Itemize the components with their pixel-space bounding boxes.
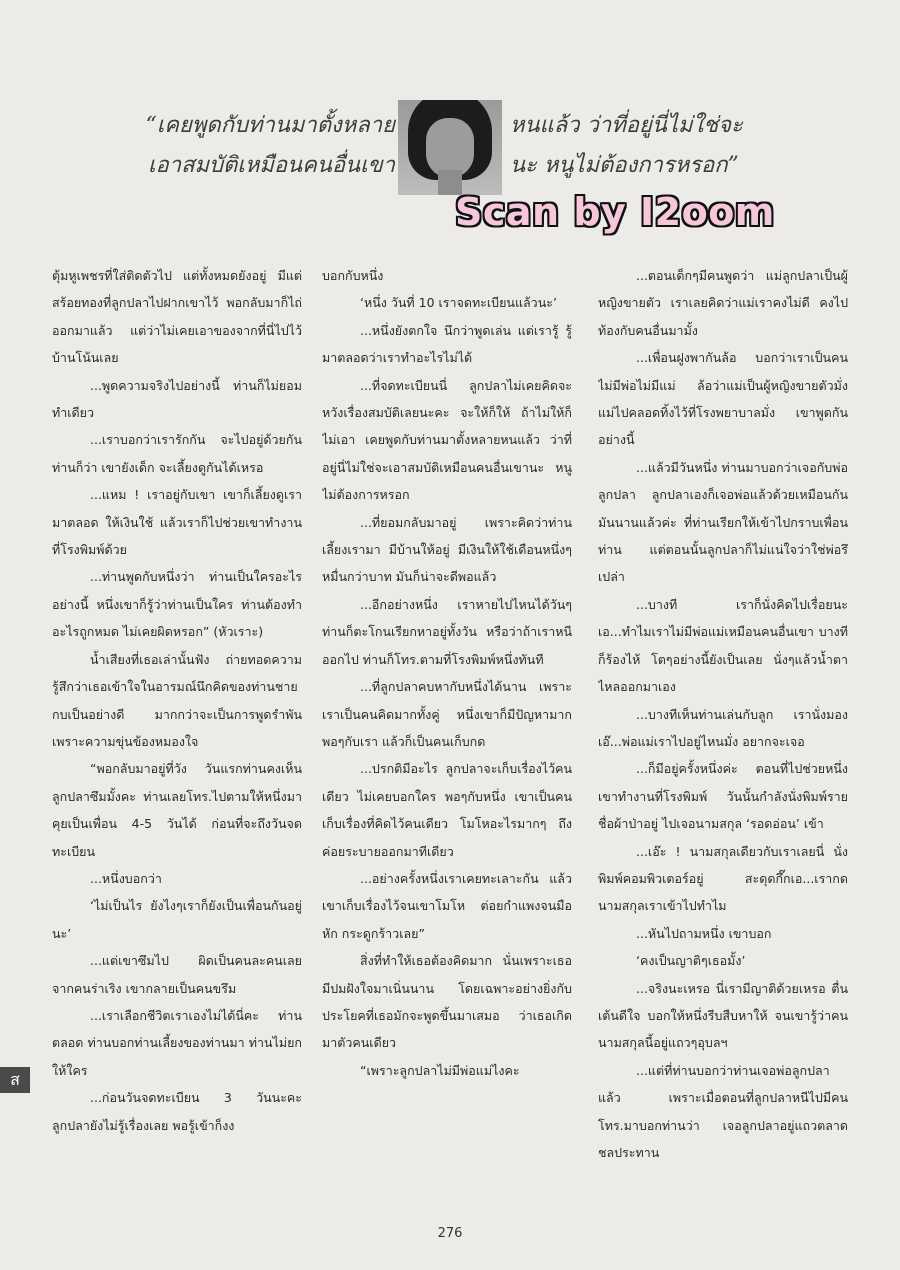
paragraph: ...จริงนะเหรอ นี่เรามีญาติด้วยเหรอ ตื่นเต้นดีใจ บอกให้หนึ่งรีบสืบหาให้ จนเขารู้ว่าคนนามสกุลนี้อยู่แถวๆอุบลฯ (598, 980, 848, 1051)
paragraph: ...แหม ! เราอยู่กับเขา เขาก็เลี้ยงดูเรามาตลอด ให้เงินใช้ แล้วเราก็ไปช่วยเขาทำงานที่โรงพิมพ์ด้วย (52, 487, 302, 558)
paragraph: ตุ้มหูเพชรที่ใส่ติดตัวไป แต่ทั้งหมดยังอยู่ มีแต่สร้อยทองที่ลูกปลาไปฝากเขาไว้ พอกลับมาก็ไถ่ออกมาแล้ว แต่ว่าไม่เคยเอาของจากที่นี่ไปไว้บ้านโน้นเลย (52, 268, 302, 366)
paragraph: ‘หนึ่ง วันที่ 10 เราจดทะเบียนแล้วนะ’ (360, 295, 557, 311)
paragraph: บอกกับหนึ่ง (322, 268, 384, 283)
paragraph: ‘คงเป็นญาติๆเธอมั้ง’ (636, 953, 746, 969)
article-column-1 (52, 262, 302, 1212)
paragraph: ...ที่ลูกปลาคบหากับหนึ่งได้นาน เพราะเราเป็นคนคิดมากทั้งคู่ หนึ่งเขาก็มีปัญหามากพอๆกับเรา แล้วก็เป็นคนเก็บกด (322, 679, 572, 749)
article-column-2 (322, 262, 572, 1212)
paragraph: น้ำเสียงที่เธอเล่านั้นฟัง ถ่ายทอดความรู้สึกว่าเธอเข้าใจในอารมณ์นึกคิดของท่านชายกบเป็นอย่างดี มากกว่าจะเป็นการพูดรำพันเพราะความขุ่นข้องหมองใจ (52, 651, 302, 749)
paragraph: ...พูดความจริงไปอย่างนี้ ท่านก็ไม่ยอมทำเดียว (52, 377, 302, 421)
pull-quote-left-line-1: “เคยพูดกับท่านมาตั้งหลาย (145, 113, 395, 138)
paragraph: ...ที่จดทะเบียนนี่ ลูกปลาไม่เคยคิดจะหวังเรื่องสมบัติเลยนะคะ จะให้ก็ให้ ถ้าไม่ให้ก็ไม่เอา เคยพูดกับท่านมาตั้งหลายหนแล้ว ว่าที่อยู่นี่ไม่ใช่จะเอาสมบัติเหมือนคนอื่นเขานะ หนูไม่ต้องการหรอก (322, 377, 572, 503)
pull-quote-left (146, 106, 395, 186)
paragraph: ...หนึ่งบอกว่า (90, 870, 162, 886)
paragraph: ...เราบอกว่าเรารักกัน จะไปอยู่ด้วยกัน ท่านก็ว่า เขายังเด็ก จะเลี้ยงดูกันได้เหรอ (52, 432, 302, 475)
pull-quote-right-line-1: หนแล้ว ว่าที่อยู่นี่ไม่ใช่จะ (510, 113, 743, 138)
pull-quote-right (510, 106, 743, 186)
pull-quote-right-line-2: นะ หนูไม่ต้องการหรอก” (510, 153, 739, 178)
paragraph: ...ตอนเด็กๆมีคนพูดว่า แม่ลูกปลาเป็นผู้หญิงขายตัว เราเลยคิดว่าแม่เราคงไม่ดี คงไปท้องกับคนอื่นมามั้ง (598, 268, 848, 338)
paragraph: ...แต่เขาซึมไป ผิดเป็นคนละคนเลย จากคนร่าเริง เขากลายเป็นคนขรึม (52, 953, 302, 996)
paragraph: ...ก่อนวันจดทะเบียน 3 วันนะคะ ลูกปลายังไม่รู้เรื่องเลย พอรู้เข้าก็งง (52, 1090, 302, 1133)
paragraph: ...เพื่อนฝูงพากันล้อ บอกว่าเราเป็นคนไม่มีพ่อไม่มีแม่ ล้อว่าแม่เป็นผู้หญิงขายตัวมั่ง แม่ไปคลอดทิ้งไว้ที่โรงพยาบาลมั่ง เขาพูดกันอย่างนี้ (598, 350, 848, 448)
paragraph: ...บางทีเห็นท่านเล่นกับลูก เรานั่งมอง เอ๊...พ่อแม่เราไปอยู่ไหนมั่ง อยากจะเจอ (598, 706, 848, 749)
page-number: 276 (437, 1226, 463, 1241)
paragraph: ...บางที เราก็นั่งคิดไปเรื่อยนะ เอ...ทำไมเราไม่มีพ่อแม่เหมือนคนอื่นเขา บางทีก็ร้องไห้ โตๆอย่างนี้ยังเป็นเลย นั่งๆแล้วน้ำตาไหลออกมาเอง (598, 596, 848, 695)
paragraph: ...หันไปถามหนึ่ง เขาบอก (636, 925, 772, 941)
paragraph: ...ปรกติมีอะไร ลูกปลาจะเก็บเรื่องไว้คนเดียว ไม่เคยบอกใคร พอๆกับหนึ่ง เขาเป็นคนเก็บเรื่องที่คิดไว้คนเดียว โมโหอะไรมากๆ ถึงค่อยระบายออกมาทีเดียว (322, 761, 572, 859)
section-tab: ส (0, 1067, 30, 1093)
scan-watermark: Scan by I2oom (455, 190, 775, 234)
paragraph: ...อีกอย่างหนึ่ง เราหายไปไหนได้วันๆท่านก็ตะโกนเรียกหาอยู่ทั้งวัน หรือว่าถ้าเราหนีออกไป ท่านก็โทร.ตามที่โรงพิมพ์หนึ่งทันที (322, 596, 572, 667)
paragraph: ...เราเลือกชีวิตเราเองไม่ได้นี่คะ ท่านตลอด ท่านบอกท่านเลี้ยงของท่านมา ท่านไม่ยกให้ใคร (52, 1007, 302, 1078)
paragraph: ...หนึ่งยังตกใจ นึกว่าพูดเล่น แต่เรารู้ รู้มาตลอดว่าเราทำอะไรไม่ได้ (322, 322, 572, 366)
paragraph: ...ท่านพูดกับหนึ่งว่า ท่านเป็นใครอะไรอย่างนี้ หนึ่งเขาก็รู้ว่าท่านเป็นใคร ท่านต้องทำอะไรถูกหมด ไม่เคยผิดหรอก” (หัวเราะ) (52, 569, 302, 640)
paragraph: สิ่งที่ทำให้เธอต้องคิดมาก นั่นเพราะเธอมีปมฝังใจมาเนิ่นนาน โดยเฉพาะอย่างยิ่งกับประโยคที่เธอมักจะพูดขึ้นมาเสมอ ว่าเธอเกิดมาตัวคนเดียว (322, 953, 572, 1051)
article-column-3 (598, 262, 848, 1212)
paragraph: ...เอ๊ะ ! นามสกุลเดียวกับเราเลยนี่ นั่งพิมพ์คอมพิวเตอร์อยู่ สะดุดกึ๊กเอ...เรากดนามสกุลเราเข้าไปทำไม (598, 843, 848, 914)
paragraph: ...อย่างครั้งหนึ่งเราเคยทะเลาะกัน แล้วเขาเก็บเรื่องไว้จนเขาโมโห ต่อยกำแพงจนมือหัก กระดูกร้าวเลย” (322, 870, 572, 941)
paragraph: ...ที่ยอมกลับมาอยู่ เพราะคิดว่าท่านเลี้ยงเรามา มีบ้านให้อยู่ มีเงินให้ใช้เดือนหนึ่งๆหมื่นกว่าบาท มันก็น่าจะดีพอแล้ว (322, 514, 572, 585)
paragraph: “พอกลับมาอยู่ที่วัง วันแรกท่านคงเห็นลูกปลาซึมมั้งคะ ท่านเลยโทร.ไปตามให้หนึ่งมาคุยเป็นเพื่อน 4-5 วันได้ ก่อนที่จะถึงวันจดทะเบียน (52, 761, 302, 859)
pull-quote-left-line-2: เอาสมบัติเหมือนคนอื่นเขา (148, 153, 395, 178)
paragraph: ...ก็มีอยู่ครั้งหนึ่งค่ะ ตอนที่ไปช่วยหนึ่งเขาทำงานที่โรงพิมพ์ วันนั้นกำลังนั่งพิมพ์รายชื่อผ้าป่าอยู่ ไปเจอนามสกุล ‘รอดอ่อน’ เข้า (598, 761, 848, 832)
paragraph: ...แล้วมีวันหนึ่ง ท่านมาบอกว่าเจอกับพ่อลูกปลา ลูกปลาเองก็เจอพ่อแล้วด้วยเหมือนกัน มันนานแล้วค่ะ ที่ท่านเรียกให้เข้าไปกราบเพื่อนท่าน แต่ตอนนั้นลูกปลาก็ไม่แน่ใจว่าใช่พ่อรึเปล่า (598, 459, 848, 585)
portrait-photo (398, 100, 502, 195)
paragraph: ‘ไม่เป็นไร ยังไงๆเราก็ยังเป็นเพื่อนกันอยู่นะ’ (52, 898, 302, 941)
paragraph: “เพราะลูกปลาไม่มีพ่อแม่ไงคะ (360, 1062, 520, 1078)
portrait-face (426, 118, 474, 178)
paragraph: ...แต่ที่ท่านบอกว่าท่านเจอพ่อลูกปลาแล้ว เพราะเมื่อตอนที่ลูกปลาหนีไปมีคนโทร.มาบอกท่านว่า เจอลูกปลาอยู่แถวตลาดชลประทาน (598, 1062, 848, 1160)
